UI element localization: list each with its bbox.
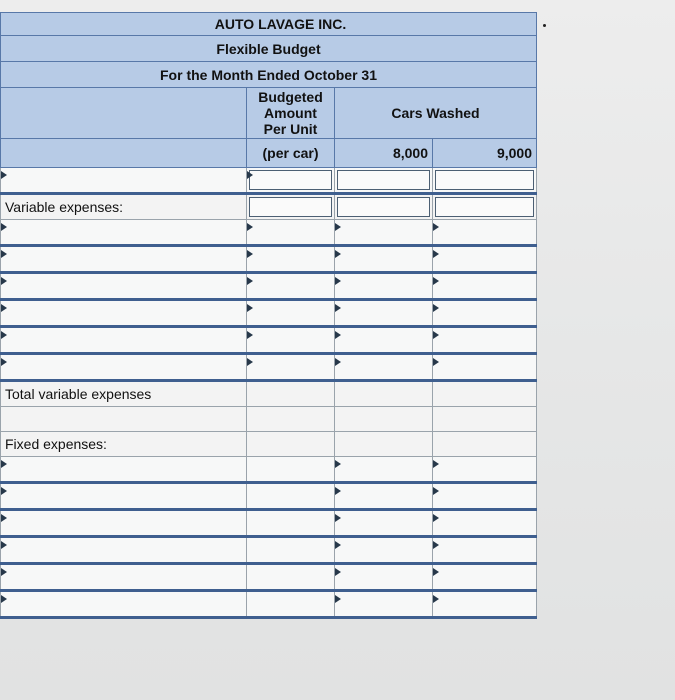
input-marker-icon	[433, 331, 439, 339]
fixed-level2-input[interactable]	[433, 537, 537, 564]
fixed-level1-input[interactable]	[335, 537, 433, 564]
level2-amount-input[interactable]	[433, 194, 537, 220]
input-marker-icon	[433, 460, 439, 468]
variable-expenses-label: Variable expenses:	[1, 194, 247, 220]
fixed-level2-input[interactable]	[433, 483, 537, 510]
input-marker-icon	[1, 460, 7, 468]
cars-washed-header: Cars Washed	[335, 88, 537, 139]
total-variable-expenses-label: Total variable expenses	[1, 381, 247, 407]
company-name: AUTO LAVAGE INC.	[1, 13, 537, 36]
fixed-unit-blank	[247, 564, 335, 591]
fixed-expense-name-input[interactable]	[1, 510, 247, 537]
fixed-unit-blank	[247, 457, 335, 483]
variable-expense-name-input[interactable]	[1, 220, 247, 246]
input-marker-icon	[1, 568, 7, 576]
input-marker-icon	[1, 304, 7, 312]
level1-amount-input[interactable]	[335, 354, 433, 381]
input-marker-icon	[1, 487, 7, 495]
level1-amount-input[interactable]	[335, 273, 433, 300]
variable-expense-name-input[interactable]	[1, 273, 247, 300]
fixed-expense-name-input[interactable]	[1, 564, 247, 591]
report-title: Flexible Budget	[1, 36, 537, 62]
level2-amount-input[interactable]	[433, 220, 537, 246]
unit-cost-input[interactable]	[247, 273, 335, 300]
budgeted-header	[247, 88, 335, 139]
fixed-level2-input[interactable]	[433, 510, 537, 537]
input-marker-icon	[247, 304, 253, 312]
input-marker-icon	[1, 223, 7, 231]
input-marker-icon	[1, 595, 7, 603]
unit-cost-input[interactable]	[247, 168, 335, 194]
input-marker-icon	[1, 541, 7, 549]
unit-cost-input[interactable]	[247, 246, 335, 273]
blank-row-cell	[433, 432, 537, 457]
fixed-expenses-label: Fixed expenses:	[1, 432, 247, 457]
variable-expense-name-input[interactable]	[1, 327, 247, 354]
input-marker-icon	[335, 250, 341, 258]
total-level1-cell	[335, 381, 433, 407]
input-marker-icon	[335, 487, 341, 495]
fixed-unit-blank	[247, 483, 335, 510]
per-car-label: (per car)	[247, 139, 335, 168]
unit-cost-input[interactable]	[247, 300, 335, 327]
input-marker-icon	[247, 331, 253, 339]
blank-row-cell	[433, 407, 537, 432]
budgeted-header-line-2: Amount	[264, 105, 317, 121]
input-marker-icon	[335, 568, 341, 576]
input-marker-icon	[1, 277, 7, 285]
level2-amount-input[interactable]	[433, 300, 537, 327]
input-marker-icon	[335, 460, 341, 468]
blank-row-cell	[335, 432, 433, 457]
fixed-unit-blank	[247, 537, 335, 564]
input-marker-icon	[433, 223, 439, 231]
fixed-unit-blank	[247, 591, 335, 618]
level1-amount-input[interactable]	[335, 168, 433, 194]
input-marker-icon	[433, 304, 439, 312]
input-marker-icon	[247, 250, 253, 258]
blank-row-cell	[335, 407, 433, 432]
level1-amount-input[interactable]	[335, 220, 433, 246]
input-marker-icon	[433, 358, 439, 366]
input-marker-icon	[1, 171, 7, 179]
variable-expense-name-input[interactable]	[1, 354, 247, 381]
fixed-level1-input[interactable]	[335, 510, 433, 537]
blank-row-cell	[247, 432, 335, 457]
input-marker-icon	[433, 568, 439, 576]
level1-amount-input[interactable]	[335, 300, 433, 327]
fixed-expense-name-input[interactable]	[1, 591, 247, 618]
stray-mark	[543, 24, 546, 27]
activity-level-2: 9,000	[433, 139, 537, 168]
report-period: For the Month Ended October 31	[1, 62, 537, 88]
variable-header-input[interactable]	[1, 168, 247, 194]
variable-expense-name-input[interactable]	[1, 246, 247, 273]
fixed-level1-input[interactable]	[335, 483, 433, 510]
total-level2-cell	[433, 381, 537, 407]
fixed-expense-name-input[interactable]	[1, 483, 247, 510]
units-blank	[1, 139, 247, 168]
input-marker-icon	[433, 541, 439, 549]
input-marker-icon	[335, 277, 341, 285]
input-marker-icon	[335, 223, 341, 231]
fixed-expense-name-input[interactable]	[1, 457, 247, 483]
input-marker-icon	[335, 331, 341, 339]
variable-expense-name-input[interactable]	[1, 300, 247, 327]
input-marker-icon	[1, 514, 7, 522]
input-marker-icon	[1, 250, 7, 258]
input-marker-icon	[335, 541, 341, 549]
fixed-unit-blank	[247, 510, 335, 537]
input-marker-icon	[335, 595, 341, 603]
input-marker-icon	[433, 487, 439, 495]
level2-amount-input[interactable]	[433, 168, 537, 194]
unit-cost-input[interactable]	[247, 327, 335, 354]
input-marker-icon	[433, 595, 439, 603]
budgeted-header-line-3: Per Unit	[263, 121, 318, 137]
unit-cost-input[interactable]	[247, 220, 335, 246]
fixed-level1-input[interactable]	[335, 591, 433, 618]
fixed-level2-input[interactable]	[433, 457, 537, 483]
input-marker-icon	[335, 358, 341, 366]
input-marker-icon	[247, 358, 253, 366]
fixed-level1-input[interactable]	[335, 564, 433, 591]
level1-amount-input[interactable]	[335, 327, 433, 354]
fixed-level2-input[interactable]	[433, 564, 537, 591]
level2-amount-input[interactable]	[433, 327, 537, 354]
fixed-expense-name-input[interactable]	[1, 537, 247, 564]
fixed-level1-input[interactable]	[335, 457, 433, 483]
input-marker-icon	[247, 171, 253, 179]
level2-amount-input[interactable]	[433, 246, 537, 273]
header-blank	[1, 88, 247, 139]
unit-cost-input[interactable]	[247, 194, 335, 220]
input-marker-icon	[335, 514, 341, 522]
level1-amount-input[interactable]	[335, 194, 433, 220]
fixed-level2-input[interactable]	[433, 591, 537, 618]
budgeted-header-line-1: Budgeted	[258, 89, 323, 105]
input-marker-icon	[433, 277, 439, 285]
total-unit-cost-cell	[247, 381, 335, 407]
input-marker-icon	[1, 331, 7, 339]
input-marker-icon	[433, 514, 439, 522]
level2-amount-input[interactable]	[433, 273, 537, 300]
activity-level-1: 8,000	[335, 139, 433, 168]
input-marker-icon	[247, 277, 253, 285]
level2-amount-input[interactable]	[433, 354, 537, 381]
flexible-budget-table	[0, 12, 537, 619]
unit-cost-input[interactable]	[247, 354, 335, 381]
input-marker-icon	[433, 250, 439, 258]
blank-row-cell	[247, 407, 335, 432]
input-marker-icon	[1, 358, 7, 366]
level1-amount-input[interactable]	[335, 246, 433, 273]
blank-row-cell	[1, 407, 247, 432]
input-marker-icon	[335, 304, 341, 312]
input-marker-icon	[247, 223, 253, 231]
